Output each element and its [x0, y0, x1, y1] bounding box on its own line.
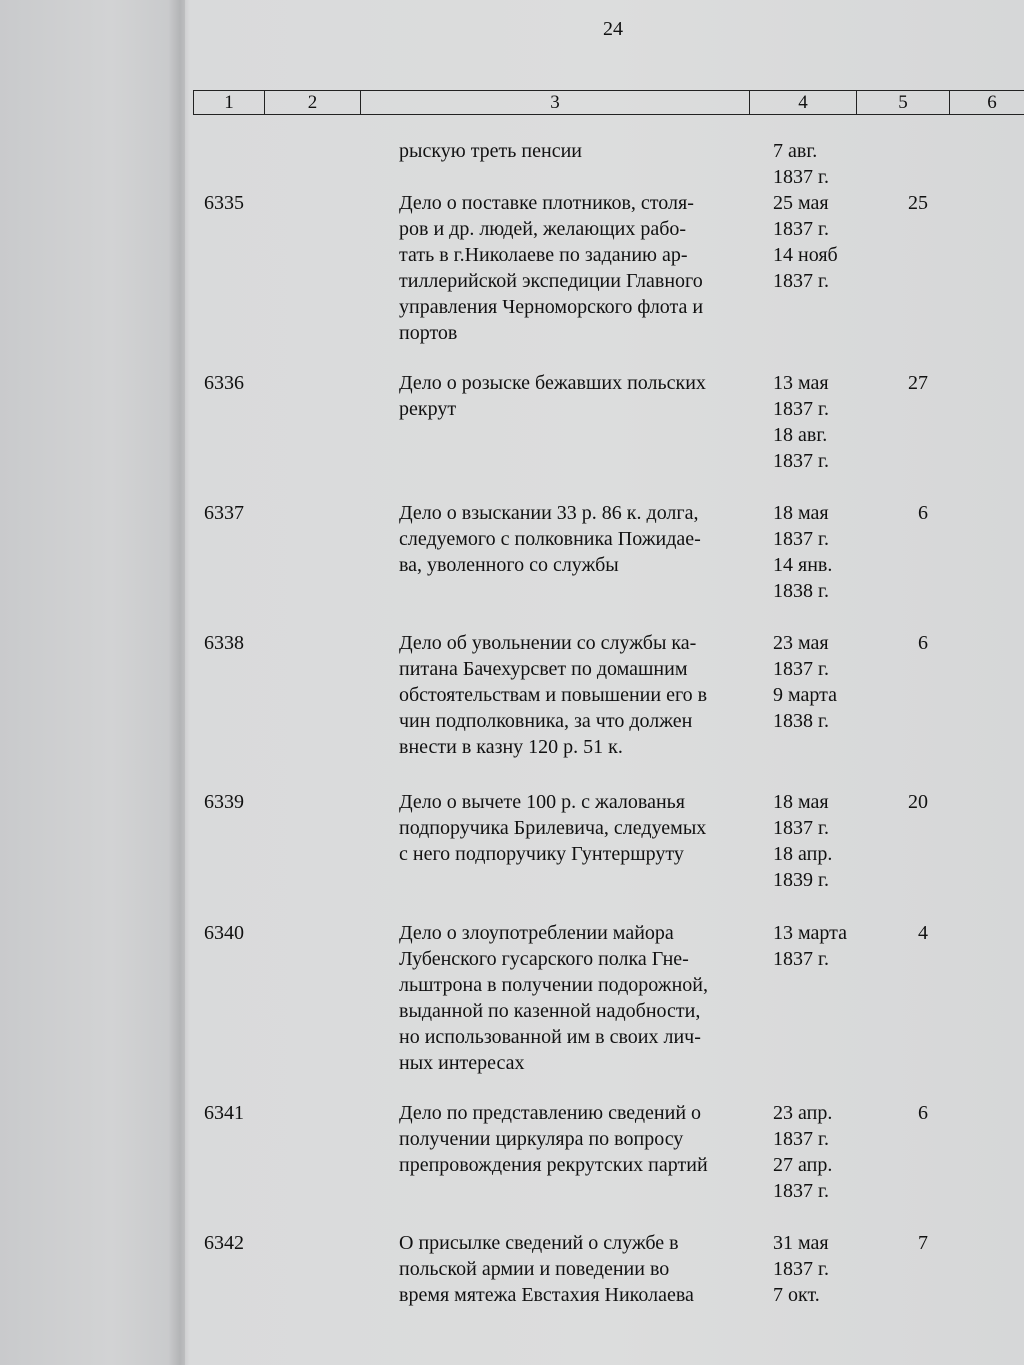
record-title — [399, 500, 761, 578]
record-dates-line: 1837 г. — [773, 450, 829, 472]
record-title — [399, 1100, 761, 1178]
record-title-line: питана Бачехурсвет по домашним — [399, 658, 688, 680]
record-sheet-count: 4 — [918, 922, 928, 944]
page-number: 24 — [603, 18, 623, 40]
record-title-line: подпоручика Брилевича, следуемых — [399, 817, 707, 839]
record-dates — [773, 630, 873, 734]
record-dates-line: 1838 г. — [773, 580, 829, 602]
record-dates-line: 13 марта — [773, 922, 847, 944]
record-title — [399, 370, 761, 422]
record-dates-line: 18 авг. — [773, 424, 828, 446]
record-number: 6335 — [204, 192, 244, 214]
record-dates-line: 1837 г. — [773, 218, 829, 240]
record-title — [399, 1230, 761, 1308]
record-title-line: ва, уволенного со службы — [399, 554, 619, 576]
record-dates — [773, 789, 873, 893]
record-dates-line: 1837 г. — [773, 658, 829, 680]
record-number: 6340 — [204, 922, 244, 944]
record-dates-line: 27 апр. — [773, 1154, 833, 1176]
record-title-line: Дело о розыске бежавших польских — [399, 372, 706, 394]
record-title-line: Дело об увольнении со службы ка- — [399, 632, 697, 654]
record-title-line: Дело по представлению сведений о — [399, 1102, 702, 1124]
record-dates-line: 1837 г. — [773, 270, 829, 292]
record-dates-line: 9 марта — [773, 684, 837, 706]
record-dates — [773, 500, 873, 604]
record-sheet-count: 7 — [918, 1232, 928, 1254]
record-title-line: Дело о взыскании 33 р. 86 к. долга, — [399, 502, 699, 524]
record-number: 6338 — [204, 632, 244, 654]
record-dates-line: 7 авг. — [773, 140, 818, 162]
record-dates-line: 1837 г. — [773, 398, 829, 420]
record-dates — [773, 1230, 873, 1308]
record-dates-line: 1837 г. — [773, 1258, 829, 1280]
record-title — [399, 138, 761, 164]
record-dates-line: 1839 г. — [773, 869, 829, 891]
record-title-line: выданной по казенной надобности, — [399, 1000, 701, 1022]
record-title-line: внести в казну 120 р. 51 к. — [399, 736, 623, 758]
record-dates — [773, 1100, 873, 1204]
column-header-3: 3 — [360, 90, 749, 115]
record-dates — [773, 138, 873, 190]
record-dates — [773, 920, 873, 972]
record-dates-line: 13 мая — [773, 372, 829, 394]
record-dates-line: 18 мая — [773, 502, 829, 524]
record-dates-line: 18 мая — [773, 791, 829, 813]
record-sheet-count: 6 — [918, 502, 928, 524]
column-header-1: 1 — [193, 90, 264, 115]
column-header-2: 2 — [264, 90, 360, 115]
record-number: 6337 — [204, 502, 244, 524]
record-title-line: польской армии и поведении во — [399, 1258, 670, 1280]
record-sheet-count: 6 — [918, 1102, 928, 1124]
record-title-line: но использованной им в своих лич- — [399, 1026, 701, 1048]
record-title-line: Дело о вычете 100 р. с жалованья — [399, 791, 685, 813]
record-title — [399, 920, 761, 1076]
record-sheet-count: 27 — [908, 372, 928, 394]
record-title — [399, 190, 761, 346]
record-dates-line: 7 окт. — [773, 1284, 820, 1306]
record-title-line: с него подпоручику Гунтершруту — [399, 843, 684, 865]
record-title — [399, 630, 761, 760]
record-title-line: время мятежа Евстахия Николаева — [399, 1284, 694, 1306]
record-dates-line: 1837 г. — [773, 817, 829, 839]
record-title-line: Лубенского гусарского полка Гне- — [399, 948, 689, 970]
record-title-line: чин подполковника, за что должен — [399, 710, 693, 732]
record-dates-line: 1837 г. — [773, 1180, 829, 1202]
record-number: 6339 — [204, 791, 244, 813]
column-header-6: 6 — [949, 90, 1024, 115]
book-gutter — [168, 0, 190, 1365]
record-dates — [773, 190, 873, 294]
record-number: 6336 — [204, 372, 244, 394]
column-header-4: 4 — [749, 90, 856, 115]
record-title-line: льштрона в получении подорожной, — [399, 974, 709, 996]
record-title-line: получении циркуляра по вопросу — [399, 1128, 684, 1150]
record-dates-line: 1837 г. — [773, 948, 829, 970]
record-title-line: Дело о поставке плотников, столя- — [399, 192, 694, 214]
record-title-line: управления Черноморского флота и — [399, 296, 704, 318]
record-dates-line: 23 мая — [773, 632, 829, 654]
column-header-row — [193, 90, 1024, 115]
record-title-line: О присылке сведений о службе в — [399, 1232, 679, 1254]
record-title-line: обстоятельствам и повышении его в — [399, 684, 708, 706]
record-title-line: ров и др. людей, желающих рабо- — [399, 218, 687, 240]
record-dates-line: 23 апр. — [773, 1102, 833, 1124]
record-dates-line: 1837 г. — [773, 528, 829, 550]
facing-page — [0, 0, 185, 1365]
record-title-line: препровождения рекрутских партий — [399, 1154, 708, 1176]
record-dates-line: 1838 г. — [773, 710, 829, 732]
record-title-line: тиллерийской экспедиции Главного — [399, 270, 703, 292]
record-title-line: рыскую треть пенсии — [399, 140, 582, 162]
record-dates-line: 14 нояб — [773, 244, 838, 266]
record-title — [399, 789, 761, 867]
column-header-5: 5 — [856, 90, 949, 115]
record-title-line: Дело о злоупотреблении майора — [399, 922, 674, 944]
record-sheet-count: 25 — [908, 192, 928, 214]
record-number: 6342 — [204, 1232, 244, 1254]
record-title-line: следуемого с полковника Пожидае- — [399, 528, 701, 550]
record-dates-line: 31 мая — [773, 1232, 829, 1254]
record-dates-line: 1837 г. — [773, 166, 829, 188]
record-sheet-count: 6 — [918, 632, 928, 654]
record-number: 6341 — [204, 1102, 244, 1124]
record-title-line: рекрут — [399, 398, 457, 420]
record-dates-line: 1837 г. — [773, 1128, 829, 1150]
record-dates-line: 18 апр. — [773, 843, 833, 865]
record-title-line: тать в г.Николаеве по заданию ар- — [399, 244, 688, 266]
record-dates-line: 14 янв. — [773, 554, 833, 576]
record-title-line: портов — [399, 322, 458, 344]
record-dates — [773, 370, 873, 474]
record-dates-line: 25 мая — [773, 192, 829, 214]
record-sheet-count: 20 — [908, 791, 928, 813]
record-title-line: ных интересах — [399, 1052, 525, 1074]
